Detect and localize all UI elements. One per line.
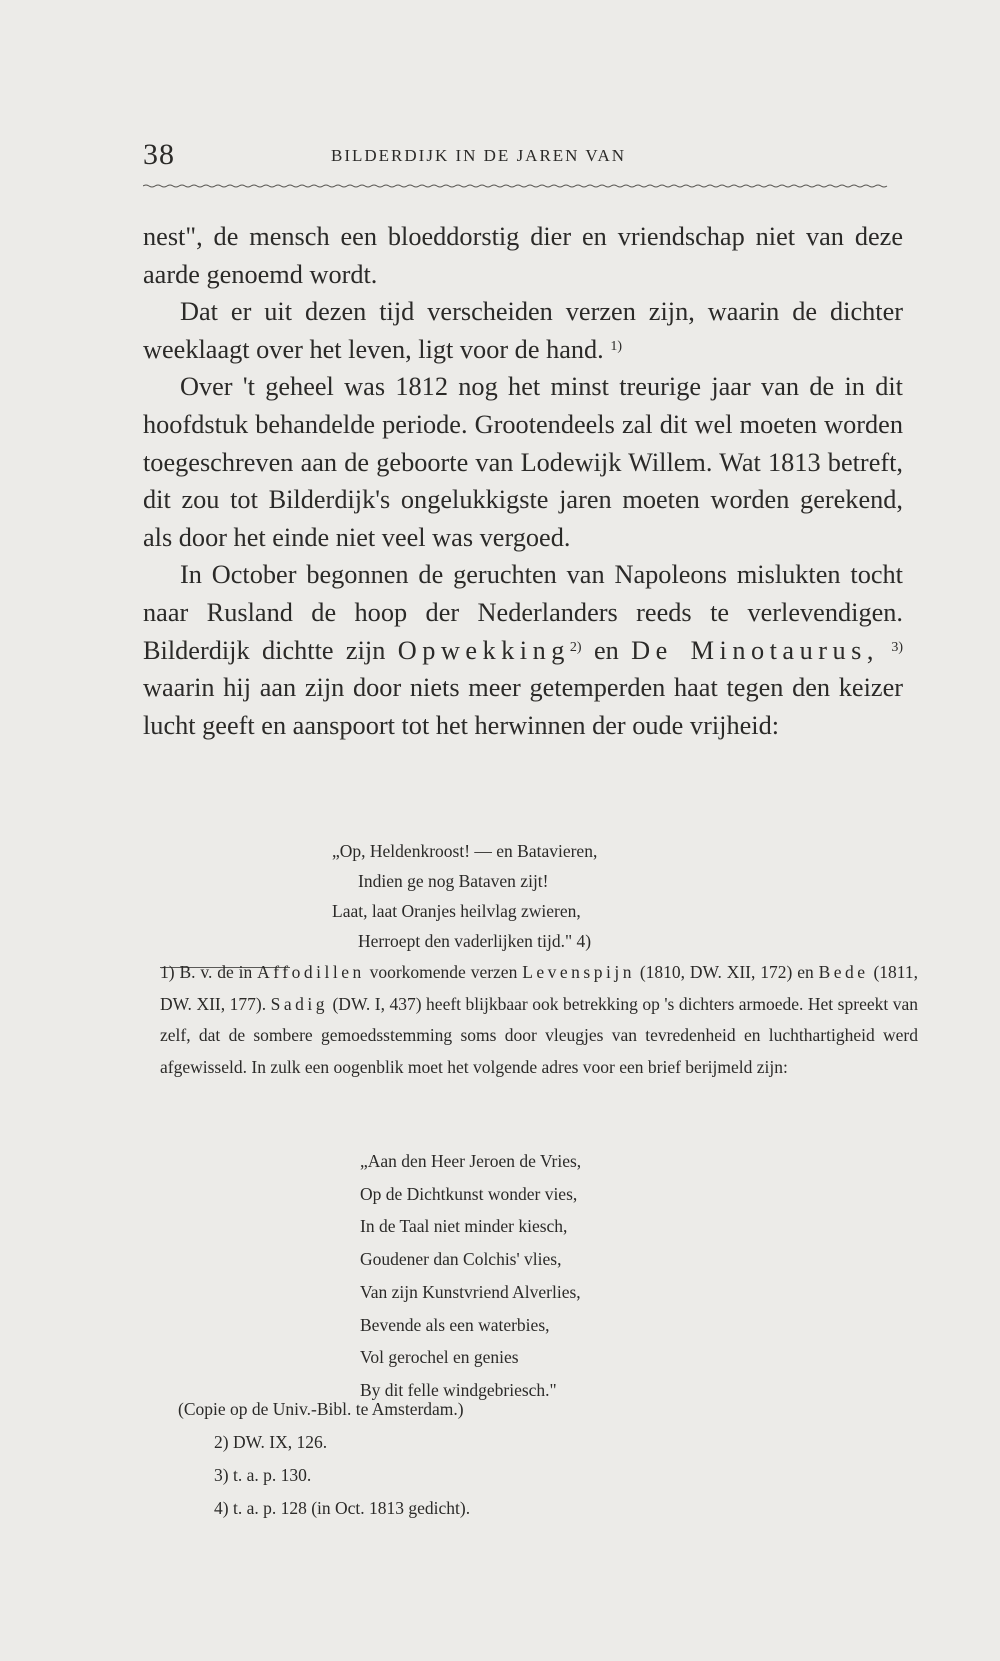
poem-line: In de Taal niet minder kiesch, bbox=[360, 1216, 568, 1237]
verse-line: Herroept den vaderlijken tijd." 4) bbox=[358, 931, 592, 951]
verse-line: „Op, Heldenkroost! — en Batavieren, bbox=[332, 841, 598, 861]
footnote-ref-2[interactable]: 2) bbox=[569, 639, 582, 655]
poem-line: Bevende als een waterbies, bbox=[360, 1314, 550, 1335]
poem-line: By dit felle windgebriesch." bbox=[360, 1379, 557, 1400]
footnote-1 bbox=[160, 957, 918, 1083]
quoted-verse bbox=[332, 836, 597, 956]
poem-line: „Aan den Heer Jeroen de Vries, bbox=[360, 1151, 582, 1171]
footnote-1-text-a: 1) B. v. de in bbox=[160, 962, 253, 982]
paragraph-4-text-b: waarin hij aan zijn door niets meer getemperden haat tegen den keizer lucht geeft en aanspoort tot het herwinnen der oude vrijheid: bbox=[143, 673, 903, 740]
copy-note: (Copie op de Univ.-Bibl. te Amsterdam.) bbox=[178, 1399, 464, 1419]
verse-line: Indien ge nog Bataven zijt! bbox=[358, 871, 549, 891]
title-bede: Bede bbox=[818, 962, 869, 982]
paragraph-3-text: Over 't geheel was 1812 nog het minst treurige jaar van de in dit hoofdstuk behandelde periode. Grootendeels zal dit wel moeten worden toegeschreven aan de geboorte van Lodewijk Willem. Wat 1813 betreft, dit zou tot Bilderdijk's ongelukkigste jaren moeten worden gerekend, als door het einde niet veel was vergoed. bbox=[143, 372, 903, 552]
paragraph-4-conj: en bbox=[593, 635, 619, 665]
footnotes-tail bbox=[178, 1393, 470, 1525]
poem-line: Vol gerochel en genies bbox=[360, 1347, 519, 1368]
running-title: BILDERDIJK IN DE JAREN VAN bbox=[331, 146, 627, 165]
title-levenspijn: Levenspijn bbox=[522, 962, 635, 982]
footnote-1-text-e: (DW. I, 437) heeft blijkbaar ook betrekking op 's dichters armoede. Het spreekt van zelf, dat de sombere gemoedsstemming soms door vleugjes van tevredenheid en luchthartigheid werd afgewisseld. In zulk een oogenblik moet het volgende adres voor een brief berijmeld zijn: bbox=[160, 993, 919, 1077]
paragraph-2-text: Dat er uit dezen tijd verscheiden verzen zijn, waarin de dichter weeklaagt over het leven, ligt voor de hand. bbox=[143, 297, 903, 364]
paragraph-4-text-a: In October begonnen de geruchten van Napoleons mislukten tocht naar Rusland de hoop der Nederlanders reeds te verlevendigen. Bilderdijk dichtte zijn bbox=[143, 560, 903, 665]
footnote-1-text-d: (1811, DW. XII, 177). bbox=[160, 962, 919, 1014]
page-number: 38 bbox=[143, 138, 175, 171]
paragraph-2 bbox=[143, 293, 903, 368]
title-opwekking: Opwekking bbox=[397, 635, 570, 665]
footnote-4: 4) t. a. p. 128 (in Oct. 1813 gedicht). bbox=[214, 1498, 471, 1518]
paragraph-4 bbox=[143, 556, 903, 744]
poem-line: Op de Dichtkunst wonder vies, bbox=[360, 1183, 578, 1204]
title-affodillen: Affodillen bbox=[257, 962, 365, 982]
paragraph-1 bbox=[143, 218, 903, 293]
footnote-3: 3) t. a. p. 130. bbox=[214, 1465, 312, 1485]
title-minotaurus: De Minotaurus, bbox=[631, 635, 879, 665]
footnote-1-text-c: (1810, DW. XII, 172) en bbox=[639, 962, 814, 982]
footnotes bbox=[160, 957, 918, 1083]
page-header bbox=[143, 138, 893, 188]
ornamental-rule bbox=[143, 184, 891, 188]
title-sadig: Sadig bbox=[270, 993, 328, 1014]
paragraph-1-text: nest", de mensch een bloeddorstig dier en vriendschap niet van deze aarde genoemd wordt. bbox=[143, 222, 903, 289]
footnote-1-text-b: voorkomende verzen bbox=[369, 962, 518, 982]
footnote-ref-1[interactable]: 1) bbox=[610, 338, 623, 354]
poem-line: Goudener dan Colchis' vlies, bbox=[360, 1249, 562, 1270]
main-text bbox=[143, 218, 903, 744]
address-poem bbox=[360, 1145, 581, 1407]
footnote-ref-3[interactable]: 3) bbox=[891, 639, 903, 655]
paragraph-3 bbox=[143, 368, 903, 556]
verse-line: Laat, laat Oranjes heilvlag zwieren, bbox=[332, 901, 581, 921]
poem-line: Van zijn Kunstvriend Alverlies, bbox=[360, 1281, 581, 1302]
footnote-2: 2) DW. IX, 126. bbox=[214, 1432, 328, 1452]
